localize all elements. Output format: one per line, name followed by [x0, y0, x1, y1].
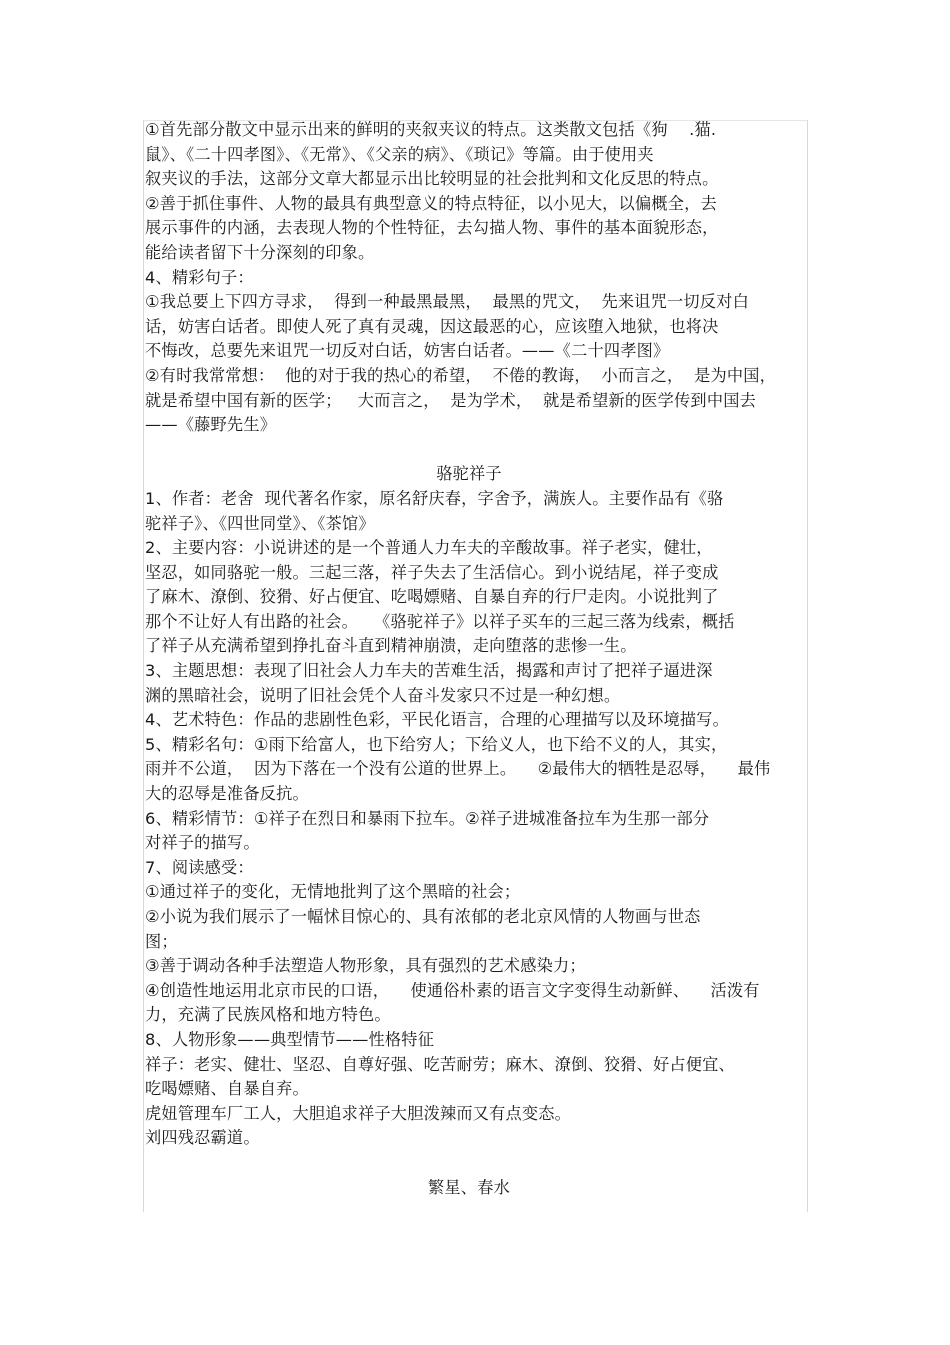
text-line: 2、主要内容：小说讲述的是一个普通人力车夫的辛酸故事。祥子老实，健壮，: [145, 538, 713, 558]
quote-1: [145, 290, 813, 364]
section-title-luotuo-xiangzi: 骆驼祥子: [436, 464, 502, 484]
text-line: 大的忍辱是准备反抗。: [145, 784, 309, 804]
text-line: 7、阅读感受：: [145, 857, 254, 877]
text-line: 祥子：老实、健壮、坚忍、自尊好强、吃苦耐劳；麻木、潦倒、狡猾、好占便宜、: [145, 1054, 735, 1074]
text-line: 5、精彩名句：①雨下给富人，也下给穷人；下给义人，也下给不义的人，其实，: [145, 734, 728, 754]
text-line: 话，妨害白话者。即使人死了真有灵魂，因这最恶的心，应该堕入地狱，也将决: [145, 316, 719, 336]
text-line: ②有时我常常想： 他的对于我的热心的希望， 不倦的教诲， 小而言之， 是为中国，: [145, 365, 777, 385]
luotuo-xiangzi-body: [145, 487, 813, 1151]
text-line: 图；: [145, 931, 178, 951]
text-line: 渊的黑暗社会，说明了旧社会凭个人奋斗发家只不过是一种幻想。: [145, 685, 621, 705]
text-line: 4、艺术特色：作品的悲剧性色彩，平民化语言，合理的心理描写以及环境描写。: [145, 710, 730, 730]
text-line: 6、精彩情节：①祥子在烈日和暴雨下拉车。②祥子进城准备拉车为生那一部分: [145, 808, 710, 828]
text-line: 力，充满了民族风格和地方特色。: [145, 1005, 391, 1025]
text-line: 虎妞管理车厂工人，大胆追求祥子大胆泼辣而又有点变态。: [145, 1103, 572, 1123]
text-line: 能给读者留下十分深刻的印象。: [145, 242, 375, 262]
text-line: 鼠》、《二十四孝图》、《无常》、《父亲的病》、《琐记》等篇。由于使用夹: [145, 144, 654, 164]
blank-line: [145, 438, 813, 463]
text-line: ①我总要上下四方寻求， 得到一种最黑最黑， 最黑的咒文， 先来诅咒一切反对白: [145, 292, 749, 312]
section-title-fanxing-chunshui: 繁星、春水: [428, 1177, 510, 1197]
text-line: 展示事件的内涵，去表现人物的个性特征，去勾描人物、事件的基本面貌形态，: [145, 218, 719, 238]
text-line: 1、作者：老舍 现代著名作家，原名舒庆春，字舍予，满族人。主要作品有《骆: [145, 488, 724, 508]
section-heading-wonderful-sentences: 4、精彩句子：: [145, 267, 254, 287]
document-content: [145, 118, 813, 1200]
text-line: 不悔改，总要先来诅咒一切反对白话，妨害白话者。——《二十四孝图》: [145, 341, 670, 361]
text-line: 驼祥子》、《四世同堂》、《茶馆》: [145, 513, 375, 533]
text-line: ②善于抓住事件、人物的最具有典型意义的特点特征，以小见大，以偏概全，去: [145, 193, 717, 213]
blank-line: [145, 1151, 813, 1176]
text-line: 叙夹议的手法，这部分文章大都显示出比较明显的社会批判和文化反思的特点。: [145, 169, 719, 189]
text-line: 了祥子从充满希望到挣扎奋斗直到精神崩溃，走向堕落的悲惨一生。: [145, 636, 637, 656]
luxun-feature-paragraph-2: [145, 192, 813, 266]
text-line: 了麻木、潦倒、狡猾、好占便宜、吃喝嫖赌、自暴自弃的行尸走肉。小说批判了: [145, 587, 719, 607]
luxun-feature-paragraph-1: [145, 118, 813, 192]
text-line: 刘四残忍霸道。: [145, 1128, 260, 1148]
text-line: ④创造性地运用北京市民的口语， 使通俗朴素的语言文字变得生动新鲜、 活泼有: [145, 980, 760, 1000]
text-line: ③善于调动各种手法塑造人物形象，具有强烈的艺术感染力；: [145, 956, 586, 976]
quote-2: [145, 364, 813, 438]
text-line: 吃喝嫖赌、自暴自弃。: [145, 1079, 309, 1099]
text-line: 8、人物形象——典型情节——性格特征: [145, 1029, 435, 1049]
text-line: 对祥子的描写。: [145, 833, 260, 853]
text-line: 坚忍，如同骆驼一般。三起三落，祥子失去了生活信心。到小说结尾，祥子变成: [145, 562, 719, 582]
text-line: ①首先部分散文中显示出来的鲜明的夹叙夹议的特点。这类散文包括《狗 .猫.: [145, 120, 717, 139]
text-line: ①通过祥子的变化，无情地批判了这个黑暗的社会；: [145, 882, 521, 902]
page-frame-left-border: [143, 120, 144, 1212]
text-line: ②小说为我们展示了一幅怵目惊心的、具有浓郁的老北京风情的人物画与世态: [145, 907, 701, 926]
text-line: 雨并不公道， 因为下落在一个没有公道的世界上。 ②最伟大的牺牲是忍辱， 最伟: [145, 759, 771, 779]
text-line: ——《藤野先生》: [145, 415, 277, 435]
text-line: 那个不让好人有出路的社会。 《骆驼祥子》以祥子买车的三起三落为线索，概括: [145, 611, 735, 631]
text-line: 3、主题思想：表现了旧社会人力车夫的苦难生活，揭露和声讨了把祥子逼进深: [145, 661, 713, 681]
text-line: 就是希望中国有新的医学； 大而言之， 是为学术， 就是希望新的医学传到中国去: [145, 390, 756, 410]
